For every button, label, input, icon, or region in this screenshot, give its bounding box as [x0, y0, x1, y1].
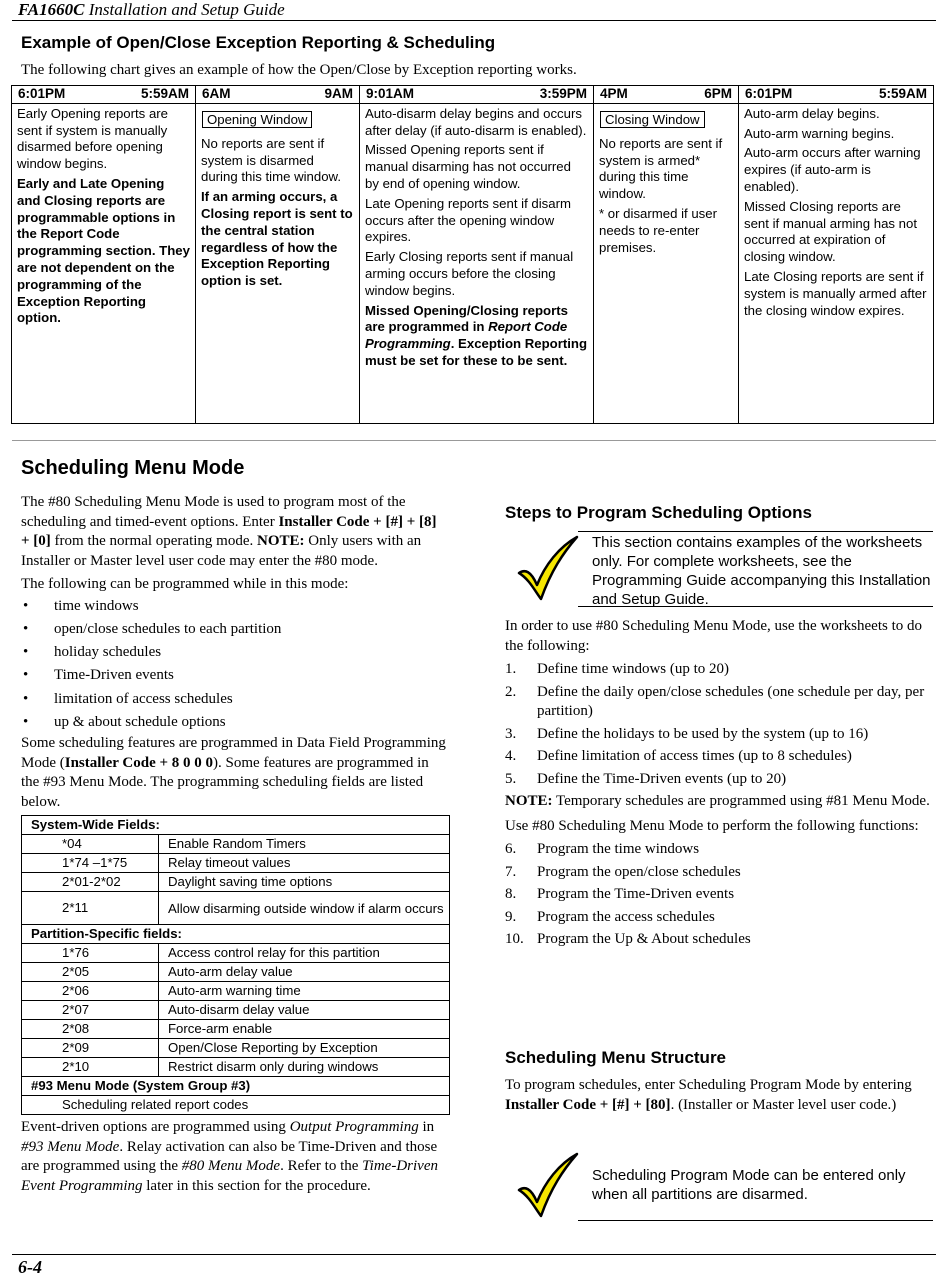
table-row: 1*76 Access control relay for this partition: [22, 944, 450, 963]
section-divider: [12, 440, 936, 441]
chart-col-3: [360, 103, 594, 423]
table-row: 2*05 Auto-arm delay value: [22, 963, 450, 982]
running-header: [18, 0, 285, 20]
structure-title: Scheduling Menu Structure: [505, 1048, 727, 1067]
scheduling-bullets: [21, 595, 446, 735]
chart-col-2: [196, 103, 360, 423]
list-item: • Time-Driven events: [21, 664, 446, 687]
example-title: Example of Open/Close Exception Reporting & Scheduling: [21, 33, 496, 52]
note-bottom-rule: [578, 606, 933, 607]
chart-text: Missed Opening reports sent if manual disarming has not occurred by end of opening window.: [365, 142, 571, 191]
chart-text: Missed Opening/Closing reports are programmed in Report Code Programming. Exception Reporting must be set for these to be sent.: [365, 302, 588, 368]
table-row: 2*09 Open/Close Reporting by Exception: [22, 1039, 450, 1058]
chart-text: Auto-disarm delay begins and occurs after delay (if auto-disarm is enabled).: [365, 105, 587, 138]
doc-code: FA1660C: [18, 0, 85, 19]
table-row: 2*11 Allow disarming outside window if alarm occurs: [22, 892, 450, 925]
list-item: 9. Program the access schedules: [505, 908, 715, 925]
list-item: 8. Program the Time-Driven events: [505, 886, 735, 902]
scheduling-title: Scheduling Menu Mode: [21, 457, 245, 479]
table-row: 2*06 Auto-arm warning time: [22, 982, 450, 1001]
chart-text: Late Opening reports sent if disarm occurs after the opening window expires.: [365, 195, 571, 245]
chart-text: No reports are sent if system is armed* during this time window.: [599, 135, 723, 202]
steps-column: [505, 617, 930, 953]
system-fields-header: System-Wide Fields:: [22, 816, 450, 835]
partition-fields-header: Partition-Specific fields:: [22, 925, 450, 944]
chart-col-1-header: 6:01PM 5:59AM: [12, 86, 196, 104]
chart-text: Auto-arm delay begins.: [744, 105, 880, 121]
list-item: 6. Program the time windows: [505, 841, 700, 857]
table-row: 2*01-2*02 Daylight saving time options: [22, 873, 450, 892]
note-callout-1: [505, 531, 933, 609]
page-number: 6-4: [18, 1257, 42, 1277]
structure-paragraph: To program schedules, enter Scheduling Program Mode by entering Installer Code + [#] + [80]. (Installer or Master level user code.): [505, 1077, 912, 1113]
table-row: [22, 925, 450, 944]
use80-text: Use #80 Scheduling Menu Mode to perform the following functions:: [505, 817, 919, 834]
menu93-header: #93 Menu Mode (System Group #3): [22, 1077, 450, 1096]
chart-col-5: [739, 103, 934, 423]
chart-text: * or disarmed if user needs to re-enter premises.: [599, 205, 717, 255]
table-row: 1*74 –1*75 Relay timeout values: [22, 854, 450, 873]
note-top-rule: [578, 531, 933, 532]
chart-col-1: [12, 103, 196, 423]
scheduling-left-column: [21, 493, 446, 1196]
note-callout-2: [505, 1150, 933, 1222]
chart-col-3-header: 9:01AM 3:59PM: [360, 86, 594, 104]
list-item: 2. Define the daily open/close schedules (one schedule per day, per partition): [505, 683, 925, 719]
scheduling-list-intro: The following can be programmed while in this mode:: [21, 576, 349, 592]
list-item: • time windows: [21, 595, 446, 618]
chart-col-2-header: 6AM 9AM: [196, 86, 360, 104]
list-item: 3. Define the holidays to be used by the system (up to 16): [505, 725, 869, 742]
chart-text: Late Closing reports are sent if system is manually armed after the closing window expires.: [744, 268, 927, 318]
exception-chart: [11, 85, 934, 424]
scheduling-fields-intro: Some scheduling features are programmed in Data Field Programming Mode (Installer Code + 8 0 0 0). Some features are programmed in the #93 Menu Mode. The programming scheduling fields are listed below.: [21, 735, 446, 810]
doc-title: Installation and Setup Guide: [88, 0, 285, 19]
chart-text: If an arming occurs, a Closing report is sent to the central station regardless of how the Exception Reporting option is set.: [201, 189, 353, 289]
table-row: [22, 1077, 450, 1096]
opening-window-label: Opening Window: [202, 111, 312, 128]
header-rule: [12, 20, 936, 21]
note-text-1: This section contains examples of the worksheets only. For complete worksheets, see the Programming Guide accompanying this Installation and Setup Guide.: [592, 534, 931, 608]
table-row: *04 Enable Random Timers: [22, 835, 450, 854]
list-item: 7. Program the open/close schedules: [505, 863, 741, 880]
list-item: • up & about schedule options: [21, 711, 446, 734]
list-item: • limitation of access schedules: [21, 688, 446, 711]
steps-intro: In order to use #80 Scheduling Menu Mode, use the worksheets to do the following:: [505, 618, 923, 654]
list-item: 10. Program the Up & About schedules: [505, 931, 751, 947]
chart-text: Missed Closing reports are sent if manual arming has not occurred at expiration of closing window.: [744, 198, 917, 265]
table-row: 2*07 Auto-disarm delay value: [22, 1001, 450, 1020]
chart-header-row: [12, 86, 934, 104]
note-text-2: Scheduling Program Mode can be entered only when all partitions are disarmed.: [592, 1167, 906, 1203]
list-item: 1. Define time windows (up to 20): [505, 661, 730, 677]
table-row: 2*10 Restrict disarm only during windows: [22, 1058, 450, 1077]
list-item: 4. Define limitation of access times (up to 8 schedules): [505, 748, 852, 764]
table-row: 2*08 Force-arm enable: [22, 1020, 450, 1039]
closing-window-label: Closing Window: [600, 111, 705, 128]
chart-col-4: [594, 103, 739, 423]
footer-rule: [12, 1254, 936, 1255]
chart-text: Auto-arm warning begins.: [744, 125, 895, 141]
programming-fields-table: [21, 815, 450, 1115]
list-item: 5. Define the Time-Driven events (up to 20): [505, 770, 787, 787]
table-row: [22, 816, 450, 835]
list-item: • holiday schedules: [21, 641, 446, 664]
chart-text: No reports are sent if system is disarmed during this time window.: [201, 135, 342, 185]
scheduling-intro: The #80 Scheduling Menu Mode is used to program most of the scheduling and timed-event options. Enter Installer Code + [#] + [8] + [0] from the normal operating mode. NOTE: Only users with an Installer or Master level user code may enter the #80 mode.: [21, 494, 437, 569]
checkmark-icon: [513, 535, 583, 605]
note-bottom-rule: [578, 1220, 933, 1221]
chart-col-5-header: 6:01PM 5:59AM: [739, 86, 934, 104]
checkmark-icon: [513, 1152, 583, 1222]
list-item: • open/close schedules to each partition: [21, 618, 446, 641]
chart-text: Auto-arm occurs after warning expires (if auto-arm is enabled).: [744, 145, 921, 194]
chart-text: Early and Late Opening and Closing reports are programmable options in the Report Code programming section. They are not dependent on the programming of the Exception Reporting option.: [17, 175, 190, 326]
steps-list-1: [505, 660, 930, 789]
temporary-note: NOTE: Temporary schedules are programmed using #81 Menu Mode.: [505, 793, 930, 809]
table-row: Scheduling related report codes: [22, 1096, 450, 1115]
chart-col-4-header: 4PM 6PM: [594, 86, 739, 104]
chart-text: Early Closing reports sent if manual arming occurs before the closing window begins.: [365, 249, 574, 298]
example-intro: The following chart gives an example of how the Open/Close by Exception reporting works.: [21, 62, 577, 78]
steps-title: Steps to Program Scheduling Options: [505, 503, 812, 522]
chart-body-row: [12, 103, 934, 423]
steps-list-2: [505, 840, 930, 950]
event-driven-paragraph: Event-driven options are programmed using Output Programming in #93 Menu Mode. Relay activation can also be Time-Driven and those are programmed using the #80 Menu Mode. Refer to the Time-Driven Event Programming later in this section for the procedure.: [21, 1119, 438, 1194]
chart-text: Early Opening reports are sent if system is manually disarmed before opening window begins.: [17, 105, 168, 172]
